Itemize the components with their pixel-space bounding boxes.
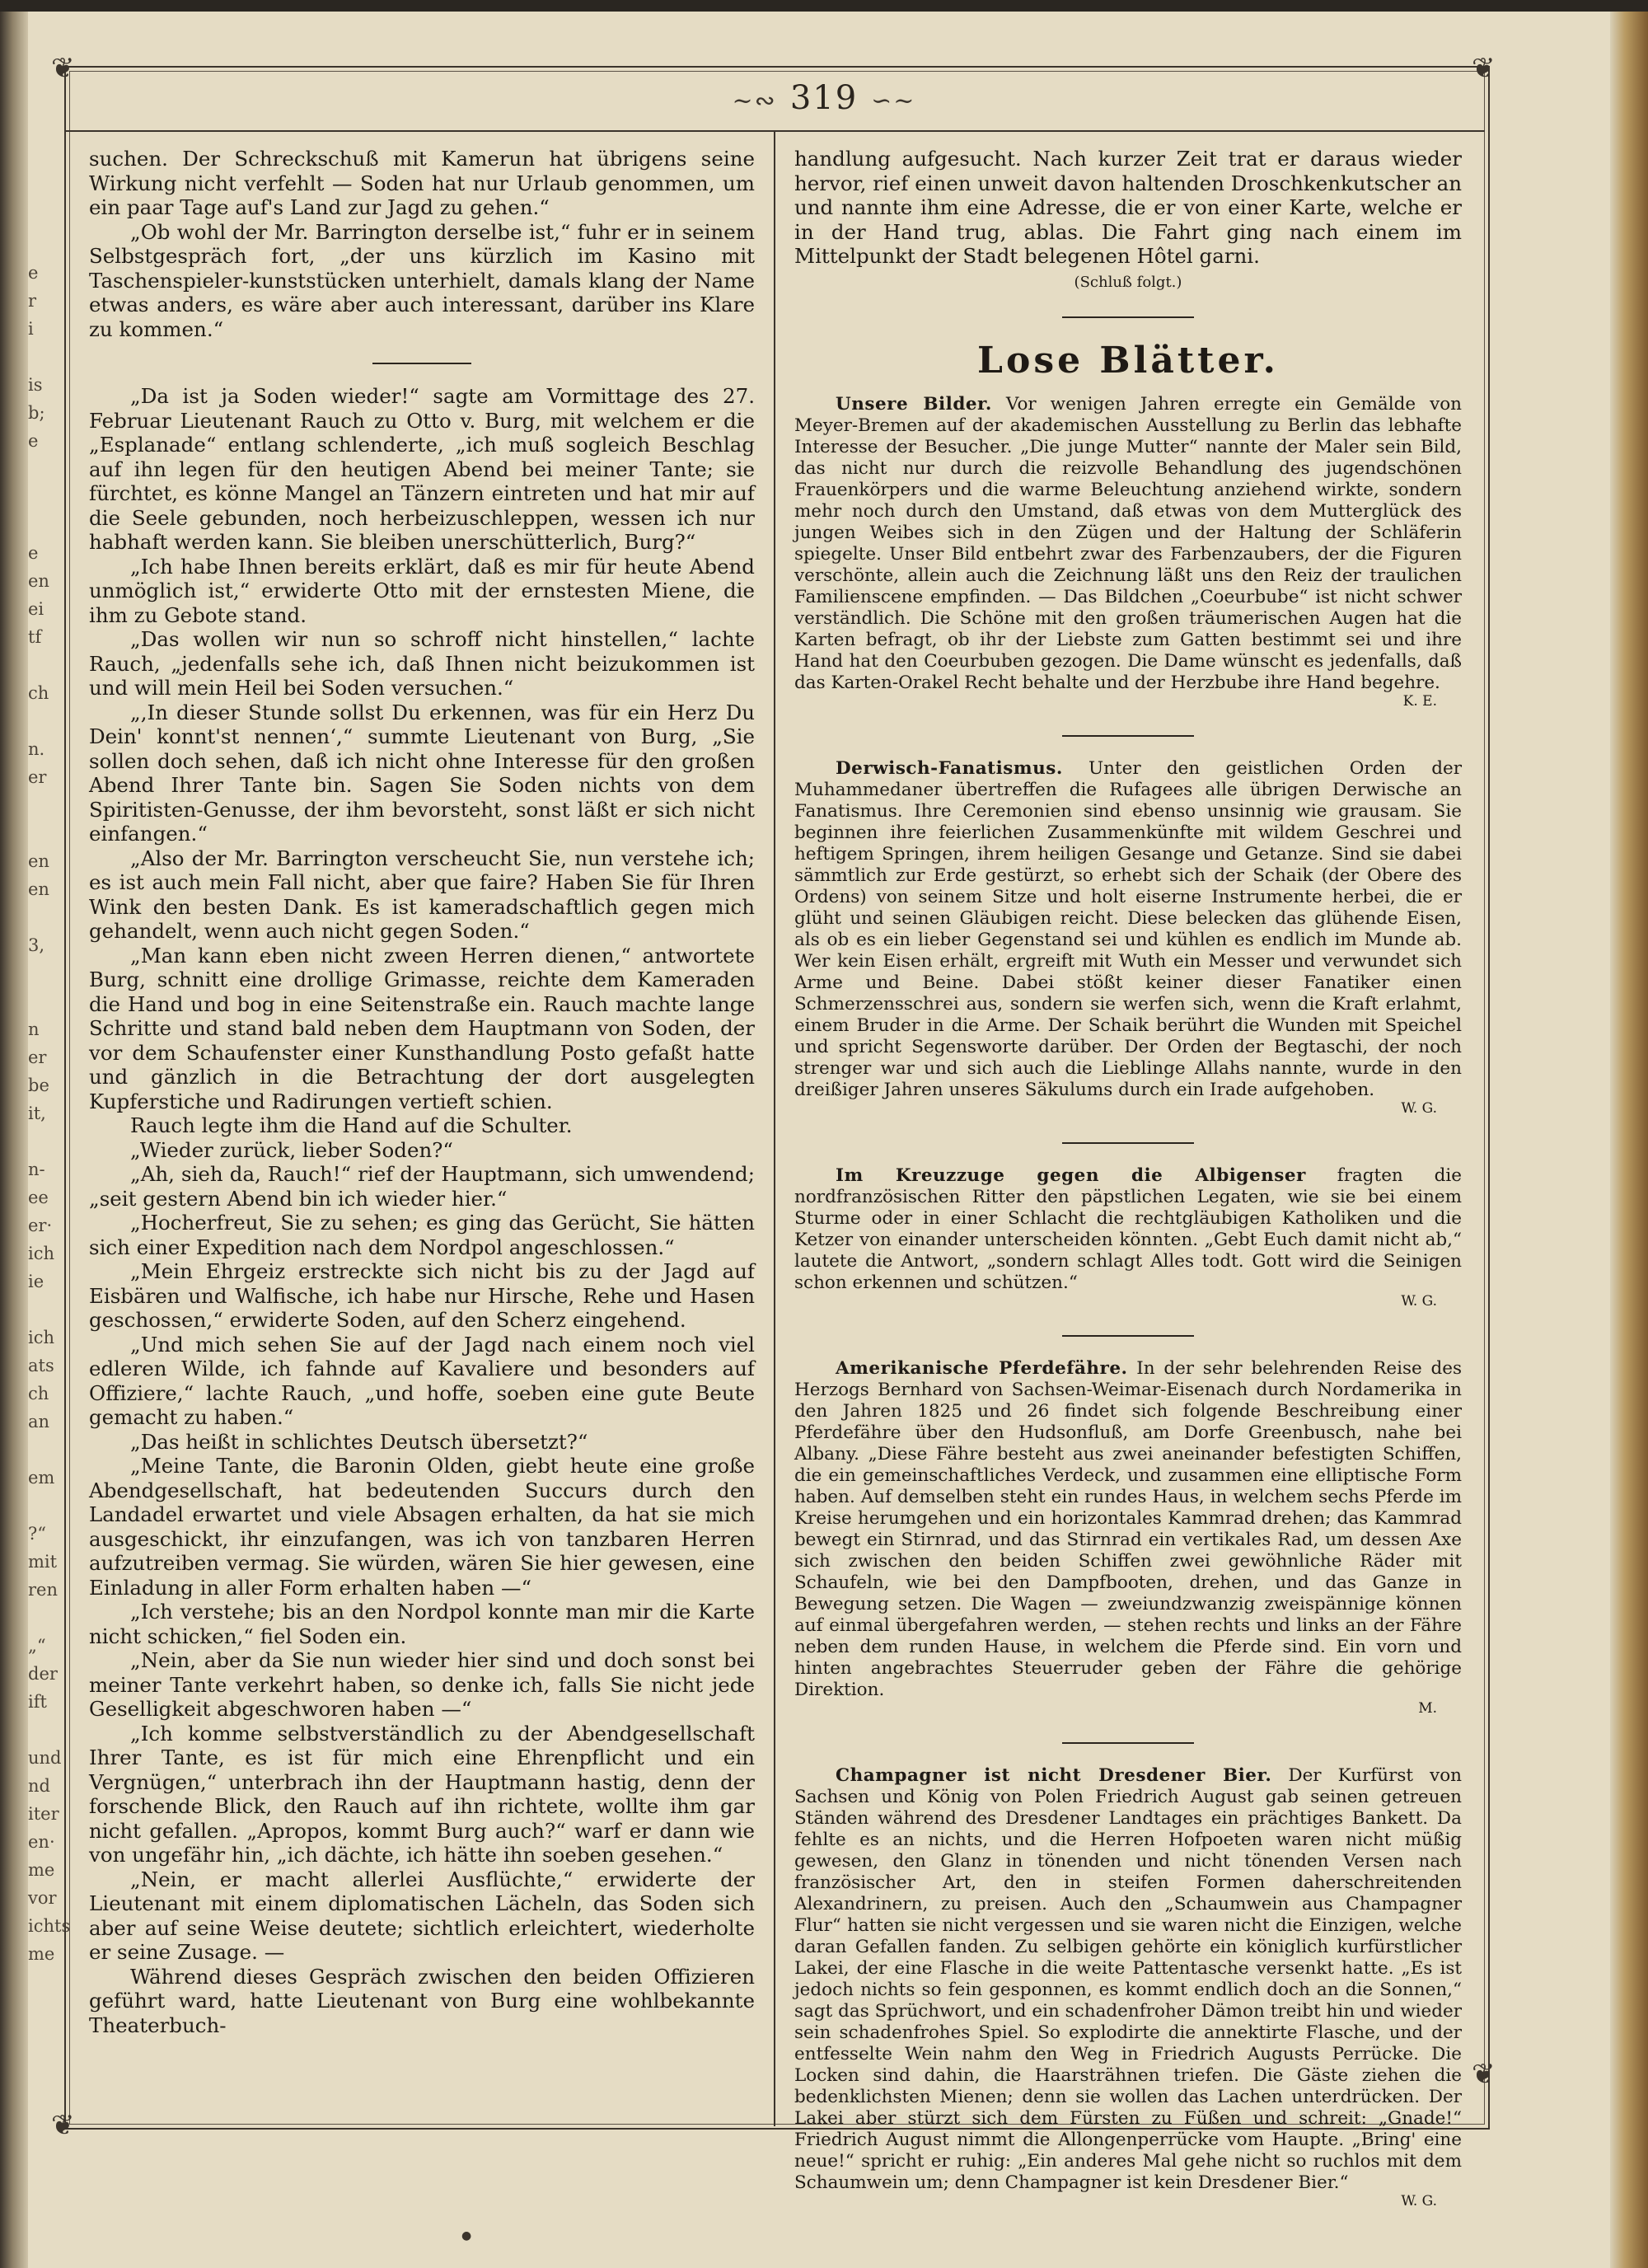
article-divider (1062, 1742, 1194, 1744)
edge-fragment: mit (28, 1552, 58, 1572)
story-paragraph: Während dieses Gespräch zwischen den beiden Offizieren geführt ward, hatte Lieutenant von Burg eine wohlbekannte Theaterbuch- (89, 1964, 755, 2037)
article-signature: K. E. (1402, 692, 1437, 710)
section-heading: Lose Blätter. (977, 339, 1279, 382)
article-title: Champagner ist nicht Dresdener Bier. (836, 1764, 1272, 1786)
corner-ornament-bottom-right: ❦ (1472, 2058, 1496, 2091)
book-gutter (0, 12, 28, 2268)
article (794, 758, 1462, 1101)
edge-fragment: en (28, 851, 49, 871)
article-body: Unter den geistlichen Orden der Muhammedaner übertreffen die Rufagees alle übrigen Derwische an Fanatismus. Ihre Ceremonien sind ebenso unsinnig wie grausam. Sie beginnen ihre feierlichen Zusammenkünfte mit wildem Geschrei und heftigem Springen, ihrem heiligen Gesange und Getanze. Sind sie dabei sämmtlich zur Erde gestürzt, so erhebt sich der Schaik (der Obere des Ordens) von seinem Sitze und holt eiserne Instrumente herbei, die er glüht und seinen Gläubigen reicht. Diese belecken das glühende Eisen, als ob es ein lieber Gegenstand sei und kühlen es endlich im Munde ab. Wer kein Eisen erhält, ergreift mit Wuth ein Messer und verwundet sich Arme und Beine. Dabei stößt keiner dieser Fanatiker einen Schmerzensschrei aus, sondern sie werfen sich, wenn die Kraft erlahmt, einem Bruder in die Arme. Der Schaik berührt die Wunden mit Speichel und spricht Segensworte darüber. Der Orden der Begtaschi, der noch strenger war und sich auch die Lieblinge Allahs nannte, wurde in den dreißiger Jahren unseres Säkulums durch ein Irade aufgehoben. (794, 757, 1462, 1100)
section-divider (372, 363, 471, 364)
story-paragraph: „Nein, aber da Sie nun wieder hier sind und doch sonst bei meiner Tante verkehrt haben, so denke ich, falls Sie nicht jede Geselligkeit abgeschworen haben —“ (89, 1648, 755, 1721)
edge-fragment (28, 819, 66, 847)
article-body: fragten die nordfranzösischen Ritter den päpstlichen Legaten, wie sie bei einem Sturme oder in einer Schlacht die rechtgläubigen Katholiken und die Ketzer von einander unterscheiden könnten. „Gebt Euch damit nicht ab,“ lautete die Antwort, „sondern schlagt Alles todt. Gott wird die Seinigen schon erkennen und schützen.“ (794, 1164, 1462, 1293)
story-paragraph: „Das wollen wir nun so schroff nicht hinstellen,“ lachte Rauch, „jedenfalls sehe ich, daß Ihnen nicht beizukommen ist und will mein Heil bei Soden versuchen.“ (89, 627, 755, 700)
article-divider (1062, 1335, 1194, 1337)
edge-fragment (28, 903, 66, 931)
article-divider (1062, 735, 1194, 737)
story-paragraph: „Ich komme selbstverständlich zu der Abendgesellschaft Ihrer Tante, es ist für mich eine Ehrenpflicht und ein Vergnügen,“ unterbrach ihn der Hauptmann hastig, denn der forschende Blick, den Rauch auf ihn richtete, wollte ihm gar nicht gefallen. „Apropos, kommt Burg auch?“ warf er dann wie von ungefähr hin, „ich dächte, ich hätte ihn soeben gesehen.“ (89, 1721, 755, 1867)
article-signature: M. (1418, 1699, 1437, 1717)
story-paragraph: „Ich habe Ihnen bereits erklärt, daß es mir für heute Abend unmöglich ist,“ erwiderte Otto mit der ernstesten Miene, die ihm zu Gebote stand. (89, 554, 755, 627)
edge-fragment: me (28, 1860, 55, 1880)
edge-fragment (28, 651, 66, 679)
edge-fragment: der (28, 1664, 58, 1684)
article-title: Im Kreuzzuge gegen die Albigenser (836, 1164, 1306, 1186)
story-paragraph: „Ah, sieh da, Rauch!“ rief der Hauptmann, sich umwendend; „seit gestern Abend bin ich wieder hier.“ (89, 1162, 755, 1211)
edge-fragment: ei (28, 599, 44, 619)
article-title: Unsere Bilder. (836, 393, 992, 415)
edge-fragment: en (28, 879, 49, 899)
story-paragraph: Rauch legte ihm die Hand auf die Schulter. (130, 1113, 573, 1137)
edge-fragment: ich (28, 1328, 55, 1347)
to-be-continued-note: (Schluß folgt.) (1074, 273, 1182, 291)
edge-fragment: is (28, 375, 43, 395)
edge-fragment: r (28, 291, 37, 311)
edge-fragment: iter (28, 1804, 59, 1824)
page-edge-right (1610, 12, 1648, 2268)
edge-fragment: it, (28, 1104, 46, 1123)
article-body: In der sehr belehrenden Reise des Herzogs Bernhard von Sachsen-Weimar-Eisenach durch Nordamerika in den Jahren 1825 und 26 findet sich folgende Beschreibung einer Pferdefähre über den Hudsonfluß, am Dorfe Greenbusch, nahe bei Albany. „Diese Fähre besteht aus zwei aneinander befestigten Schiffen, die ein gemeinschaftliches Verdeck, und zusammen eine elliptische Form haben. Auf demselben steht ein rundes Haus, in welchem sechs Pferde im Kreise herumgehen und ein horizontales Kammrad drehen; das Kammrad bewegt ein Stirnrad, und das Stirnrad ein vertikales Rad, um dessen Axe sich zwischen den beiden Schiffen zwei gewöhnliche Räder mit Schaufeln, wie bei den Dampfbooten, drehen, und das Ganze in Bewegung setzen. Die Wagen — zweiundzwanzig zweispännige können auf einmal übergefahren werden, — stehen rechts und links an der Fähre neben dem runden Hause, in welchem die Pferde sind. Ein vorn und hinten angebrachtes Steuerruder geben der Fähre die gehörige Direktion. (794, 1357, 1462, 1700)
edge-fragment: ch (28, 683, 49, 703)
edge-fragment: tf (28, 627, 42, 647)
section-divider (1062, 316, 1194, 318)
story-paragraph: „Meine Tante, die Baronin Olden, giebt heute eine große Abendgesellschaft, hat bedeutenden Succurs durch den Landadel erwartet und viele Absagen erhalten, da hat sie mich ausgeschickt, ihr einzufangen, was ich von tanzbaren Herren aufzutreiben vermag. Sie würden, wären Sie hier gewesen, eine Einladung in aller Form erhalten haben —“ (89, 1454, 755, 1600)
edge-fragment: b; (28, 403, 45, 423)
edge-fragment: ch (28, 1384, 49, 1403)
article (794, 1765, 1462, 2194)
article-divider (1062, 1142, 1194, 1144)
edge-fragment: en· (28, 1832, 55, 1852)
edge-fragment (28, 959, 66, 987)
edge-fragment: e (28, 543, 39, 563)
right-column (794, 147, 1462, 2212)
edge-fragment: me (28, 1944, 55, 1964)
edge-fragment: ift (28, 1692, 47, 1712)
header-rule (66, 130, 1485, 132)
edge-fragment: n- (28, 1160, 45, 1179)
edge-fragment: er· (28, 1216, 53, 1235)
article-title: Amerikanische Pferdefähre. (836, 1357, 1128, 1379)
article-body: Vor wenigen Jahren erregte ein Gemälde von Meyer-Bremen auf der akademischen Ausstellung zu Berlin das lebhafte Interesse der Besucher. „Die junge Mutter“ nannte der Maler sein Bild, das nicht nur durch die reizvolle Behandlung des jugendschönen Frauenkörpers und die warme Beleuchtung anziehend wirkte, sondern mehr noch durch den Umstand, daß etwas von dem Mutterglück des jungen Weibes sich in den Zügen und der Haltung der Schläferin spiegelte. Unser Bild entbehrt zwar des Farbenzaubers, der die Figuren verschönte, allein auch die Zeichnung läßt uns den Reiz der traulichen Familienscene empfinden. — Das Bildchen „Coeurbube“ ist nicht schwer verständlich. Die Schöne mit den großen träumerischen Augen hat die Karten befragt, ob ihr der Liebste zum Gatten bestimmt sei und ihre Hand hat den Coeurbuben gezogen. Die Dame wünscht es jedenfalls, daß das Karten-Orakel Recht behalte und der Herzbube ihre Hand begehre. (794, 393, 1463, 693)
story-paragraph: „Und mich sehen Sie auf der Jagd nach einem noch viel edleren Wilde, ich fahnde auf Kavaliere und besonders auf Offiziere,“ lachte Rauch, „und hoffe, soeben eine gute Beute gemacht zu haben.“ (89, 1332, 755, 1429)
edge-fragment: n. (28, 739, 45, 759)
story-paragraph: „Da ist ja Soden wieder!“ sagte am Vormittage des 27. Februar Lieutenant Rauch zu Otto v. Burg, mit welchem er die „Esplanade“ entlang schlenderte, „ich muß sogleich Beschlag auf ihn legen für den heutigen Abend bei meiner Tante; sie fürchtet, es könne Mangel an Tänzern eintreten und hat mir auf die Seele gebunden, noch herbeizuschleppen, wessen ich nur habhaft werden kann. Sie bleiben unerschütterlich, Burg?“ (89, 384, 755, 554)
edge-fragment (28, 707, 66, 735)
edge-fragment (28, 1716, 66, 1744)
edge-fragment (28, 1127, 66, 1155)
ornament-left: ~∾ (732, 87, 777, 115)
article-signature: W. G. (1401, 1099, 1437, 1117)
edge-fragment (28, 1604, 66, 1632)
bottom-mark: ● (461, 2229, 472, 2242)
article (794, 394, 1462, 694)
story-paragraph: „Hocherfreut, Sie zu sehen; es ging das Gerücht, Sie hätten sich einer Expedition nach dem Nordpol angeschlossen.“ (89, 1211, 755, 1259)
article-body: Der Kurfürst von Sachsen und König von Polen Friedrich August gab seinen getreuen Ständen während des Dresdener Landtages ein prächtiges Bankett. Da fehlte es an nichts, und die Herren Hofpoeten waren nicht müßig gewesen, den Glanz in tönenden und nicht tönenden Versen nach französischer Art, den in steifen Formen daherschreitenden Alexandrinern, zu preisen. Auch den „Schaumwein aus Champagner Flur“ hatten sie nicht vergessen und sie waren nicht die Einzigen, welche daran Gefallen fanden. Zu selbigen gehörte ein königlich kurfürstlicher Lakei, der eine Flasche in die weite Pattentasche versenkt hatte. „Es ist jedoch nichts so fein gesponnen, es kommt endlich doch an die Sonnen,“ sagt das Sprüchwort, und ein schadenfroher Dämon treibt hin und wieder sein schadenfrohes Spiel. So explodirte die annektirte Flasche, und der entfesselte Wein nahm den Weg in Friedrich Augusts Perrücke. Die Locken sind dahin, die Haarsträhnen triefen. Die Gäste ziehen die bedenklichsten Mienen; denn sie wollen das Lachen unterdrücken. Der Lakei aber stürzt sich dem Fürsten zu Füßen und schreit: „Gnade!“ Friedrich August nimmt die Allongenperrücke vom Haupte. „Bring' eine neue!“ spricht er ruhig: „Ein anderes Mal gehe nicht so ruchlos mit dem Schaumwein um; denn Champagner ist kein Dresdener Bier.“ (794, 1764, 1462, 2193)
edge-fragment: 3, (28, 935, 45, 955)
edge-fragment: ie (28, 1272, 44, 1291)
edge-fragment: n (28, 1019, 40, 1039)
edge-fragment (28, 511, 66, 539)
corner-ornament-bottom-left: ❦ (51, 2109, 75, 2142)
ornament-right: ∽~ (871, 87, 916, 115)
edge-fragment (28, 483, 66, 511)
edge-fragment: ren (28, 1580, 58, 1600)
edge-fragment (28, 1492, 66, 1520)
edge-fragment (28, 343, 66, 371)
edge-fragment (28, 1296, 66, 1324)
article (794, 1358, 1462, 1701)
story-paragraph: „Das heißt in schlichtes Deutsch übersetzt?“ (130, 1429, 588, 1454)
left-column (89, 147, 755, 2037)
edge-fragment: und (28, 1748, 62, 1768)
edge-fragment (28, 791, 66, 819)
column-divider (774, 132, 775, 2126)
story-paragraph: „Nein, er macht allerlei Ausflüchte,“ erwiderte der Lieutenant mit einem diplomatischen Lächeln, das Soden sich aber auf seine Weise deutete; sichtlich erleichtert, wiederholte er seine Zusage. — (89, 1867, 755, 1964)
story-paragraph: „Mein Ehrgeiz erstreckte sich nicht bis zu der Jagd auf Eisbären und Walfische, ich habe nur Hirsche, Rehe und Hasen geschossen,“ erwiderte Soden, auf den Scherz eingehend. (89, 1259, 755, 1332)
edge-fragment: „“ (28, 1636, 46, 1656)
edge-fragment: e (28, 263, 39, 283)
page-number-value: 319 (789, 79, 859, 117)
story-paragraph: „Also der Mr. Barrington verscheucht Sie, nun verstehe ich; es ist auch mein Fall nicht, aber que faire? Haben Sie für Ihren Wink den besten Dank. Es ist kameradschaftlich gegen mich gehandelt, wenn auch nicht gegen Soden.“ (89, 846, 755, 943)
story-paragraph: „Wieder zurück, lieber Soden?“ (130, 1137, 453, 1162)
edge-fragment: vor (28, 1888, 57, 1908)
story-paragraph: suchen. Der Schreckschuß mit Kamerun hat übrigens seine Wirkung nicht verfehlt — Soden hat nur Urlaub genommen, um ein paar Tage auf's Land zur Jagd zu gehen.“ (89, 147, 755, 219)
edge-fragment: i (28, 319, 34, 339)
corner-ornament-top-right: ❦ (1472, 52, 1496, 85)
story-paragraph: „Ob wohl der Mr. Barrington derselbe ist,“ fuhr er in seinem Selbstgespräch fort, „der uns kürzlich im Kasino mit Taschenspieler-kunststücken unterhielt, damals klang der Name etwas anders, es wäre aber auch interessant, darüber ins Klare zu kommen.“ (89, 219, 755, 341)
story-paragraph: „,In dieser Stunde sollst Du erkennen, was für ein Herz Du Dein' konnt'st nennen‘,“ summte Lieutenant von Burg, „Sie sollen doch sehen, daß ich nicht ohne Interesse für den großen Abend Ihrer Tante bin. Sagen Sie Soden nichts von dem Spiritisten-Genusse, der ihm bevorsteht, sonst läßt er sich nicht einfangen.“ (89, 700, 755, 846)
edge-fragment: nd (28, 1776, 50, 1796)
edge-fragment: ich (28, 1244, 55, 1263)
facing-page-edge (28, 12, 71, 2268)
edge-fragment: ats (28, 1356, 54, 1375)
edge-fragment: e (28, 431, 39, 451)
edge-fragment: en (28, 571, 49, 591)
edge-fragment: er (28, 767, 47, 787)
edge-fragment (28, 987, 66, 1015)
story-paragraph: „Ich verstehe; bis an den Nordpol konnte man mir die Karte nicht schicken,“ fiel Soden ein. (89, 1600, 755, 1648)
edge-fragment: be (28, 1075, 49, 1095)
edge-fragment: ichts (28, 1916, 71, 1936)
article (794, 1165, 1462, 1294)
edge-fragment: ?“ (28, 1524, 46, 1544)
corner-ornament-top-left: ❦ (51, 52, 75, 85)
edge-fragment (28, 455, 66, 483)
article-signature: W. G. (1401, 1292, 1437, 1310)
story-paragraph: „Man kann eben nicht zween Herren dienen,“ antwortete Burg, schnitt eine drollige Grimasse, reichte dem Kameraden die Hand und bog in eine Seitenstraße ein. Rauch machte lange Schritte und stand bald neben dem Hauptmann von Soden, der vor dem Schaufenster einer Kunsthandlung Posto gefaßt hatte und gänzlich in die Betrachtung der dort ausgelegten Kupferstiche und Radirungen vertieft schien. (89, 943, 755, 1113)
story-continuation: handlung aufgesucht. Nach kurzer Zeit trat er daraus wieder hervor, rief einen unweit davon haltenden Droschkenkutscher an und nannte ihm eine Adresse, die er von einer Karte, welche er in der Hand trug, ablas. Die Fahrt ging nach einem im Mittelpunkt der Stadt belegenen Hôtel garni. (794, 147, 1462, 268)
article-title: Derwisch-Fanatismus. (836, 757, 1063, 779)
page-number (0, 79, 1648, 117)
article-signature: W. G. (1401, 2192, 1437, 2209)
edge-fragment: ee (28, 1188, 49, 1207)
edge-fragment: an (28, 1412, 50, 1432)
edge-fragment: er (28, 1047, 47, 1067)
edge-fragment (28, 1436, 66, 1464)
edge-fragment: em (28, 1468, 55, 1488)
